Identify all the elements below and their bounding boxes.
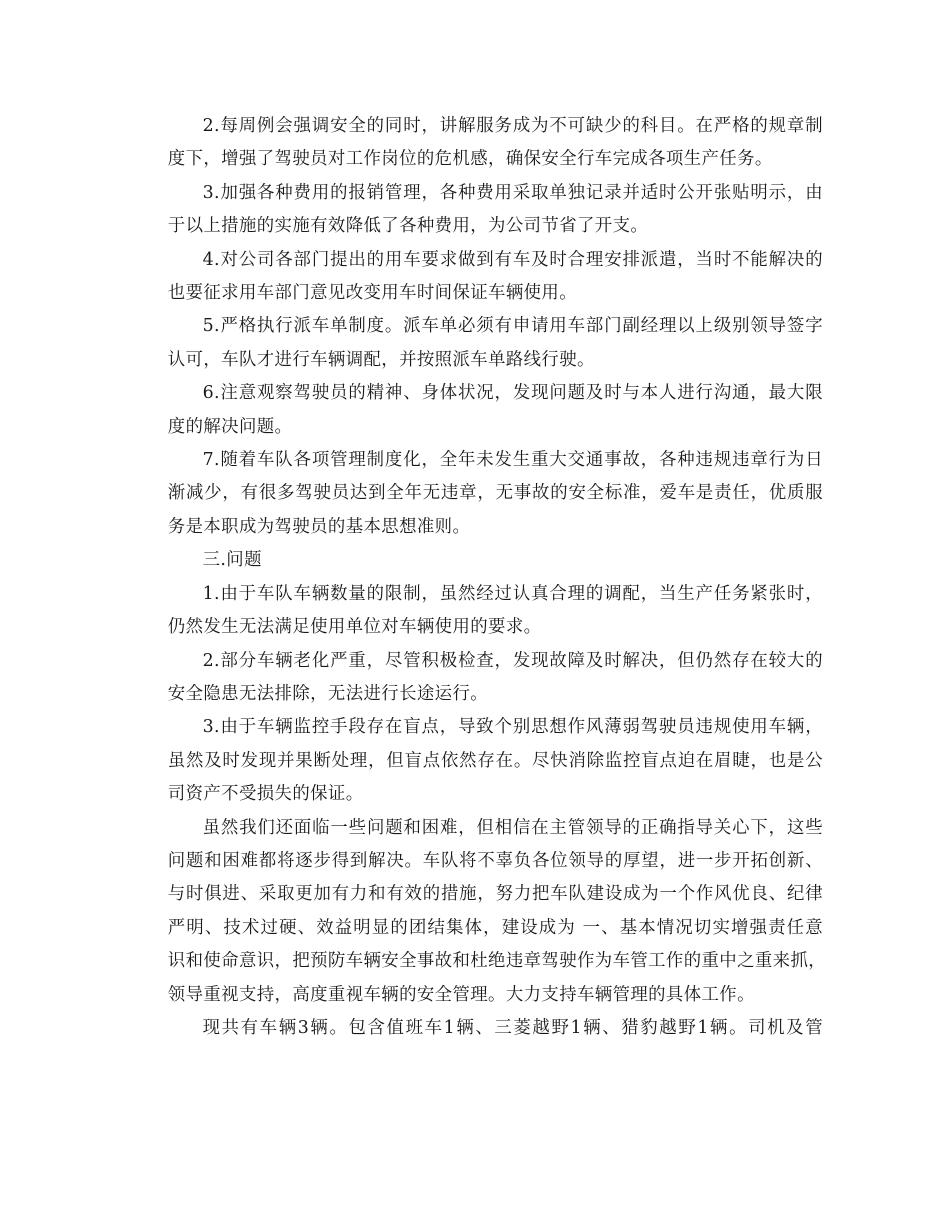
text-line: 也要征求用车部门意见改变用车时间保证车辆使用。 [167, 283, 577, 304]
text-line: 问题和困难都将逐步得到解决。车队将不辜负各位领导的厚望，进一步开拓创新、 [167, 850, 823, 871]
text-line: 识和使命意识，把预防车辆安全事故和杜绝违章驾驶作为车管工作的重中之重来抓， [167, 951, 827, 972]
text-line: 2.每周例会强调安全的同时，讲解服务成为不可缺少的科目。在严格的规章制 [202, 116, 823, 136]
text-line: 2.部分车辆老化严重，尽管积极检查，发现故障及时解决，但仍然存在较大的 [202, 650, 823, 671]
text-line: 4.对公司各部门提出的用车要求做到有车及时合理安排派遣，当时不能解决的 [202, 249, 823, 270]
vehicles-paragraph [133, 1012, 823, 1045]
text-line: 1.由于车队车辆数量的限制，虽然经过认真合理的调配，当生产任务紧张时， [202, 583, 823, 604]
paragraph-item-3 [133, 177, 823, 244]
text-line: 度的解决问题。 [167, 416, 293, 437]
document-body [133, 110, 827, 1045]
text-line: 7.随着车队各项管理制度化，全年未发生重大交通事故，各种违规违章行为日 [202, 450, 823, 471]
paragraph-item-7 [133, 444, 823, 544]
text-line: 安全隐患无法排除，无法进行长途运行。 [167, 683, 489, 704]
text-line: 严明、技术过硬、效益明显的团结集体，建设成为 一、基本情况切实增强责任意 [167, 917, 823, 938]
paragraph-item-6 [133, 377, 823, 444]
text-line: 务是本职成为驾驶员的基本思想准则。 [167, 516, 471, 537]
text-line: 虽然我们还面临一些问题和困难，但相信在主管领导的正确指导关心下，这些 [202, 817, 823, 838]
text-line: 5.严格执行派车单制度。派车单必须有申请用车部门副经理以上级别领导签字 [202, 316, 823, 337]
problem-item-2 [133, 645, 823, 712]
text-line: 于以上措施的实施有效降低了各种费用，为公司节省了开支。 [167, 216, 649, 237]
paragraph-item-2 [133, 110, 823, 177]
text-line: 仍然发生无法满足使用单位对车辆使用的要求。 [167, 617, 542, 638]
summary-paragraph [133, 812, 827, 1012]
paragraph-item-4 [133, 244, 823, 311]
text-line: 3.由于车辆监控手段存在盲点，导致个别思想作风薄弱驾驶员违规使用车辆， [202, 717, 823, 738]
text-line: 认可，车队才进行车辆调配，并按照派车单路线行驶。 [167, 349, 595, 370]
section-heading: 三.问题 [202, 550, 262, 571]
text-line: 与时俱进、采取更加有力和有效的措施，努力把车队建设成为一个作风优良、纪律 [167, 884, 823, 905]
text-line: 虽然及时发现并果断处理，但盲点依然存在。尽快消除监控盲点迫在眉睫，也是公 [167, 750, 823, 771]
text-line: 渐减少，有很多驾驶员达到全年无违章，无事故的安全标准，爱车是责任，优质服 [167, 483, 823, 504]
text-line: 领导重视支持，高度重视车辆的安全管理。大力支持车辆管理的具体工作。 [167, 984, 755, 1005]
problem-item-3 [133, 711, 823, 811]
text-line: 3.加强各种费用的报销管理，各种费用采取单独记录并适时公开张贴明示，由 [202, 182, 823, 203]
problem-item-1 [133, 578, 823, 645]
text-line: 司资产不受损失的保证。 [167, 784, 364, 805]
text-line: 现共有车辆3辆。包含值班车1辆、三菱越野1辆、猎豹越野1辆。司机及管 [202, 1017, 823, 1038]
text-line: 度下，增强了驾驶员对工作岗位的危机感，确保安全行车完成各项生产任务。 [167, 149, 773, 170]
text-line: 6.注意观察驾驶员的精神、身体状况，发现问题及时与本人进行沟通，最大限 [202, 383, 823, 404]
paragraph-item-5 [133, 310, 823, 377]
section-heading-problems [133, 544, 823, 577]
